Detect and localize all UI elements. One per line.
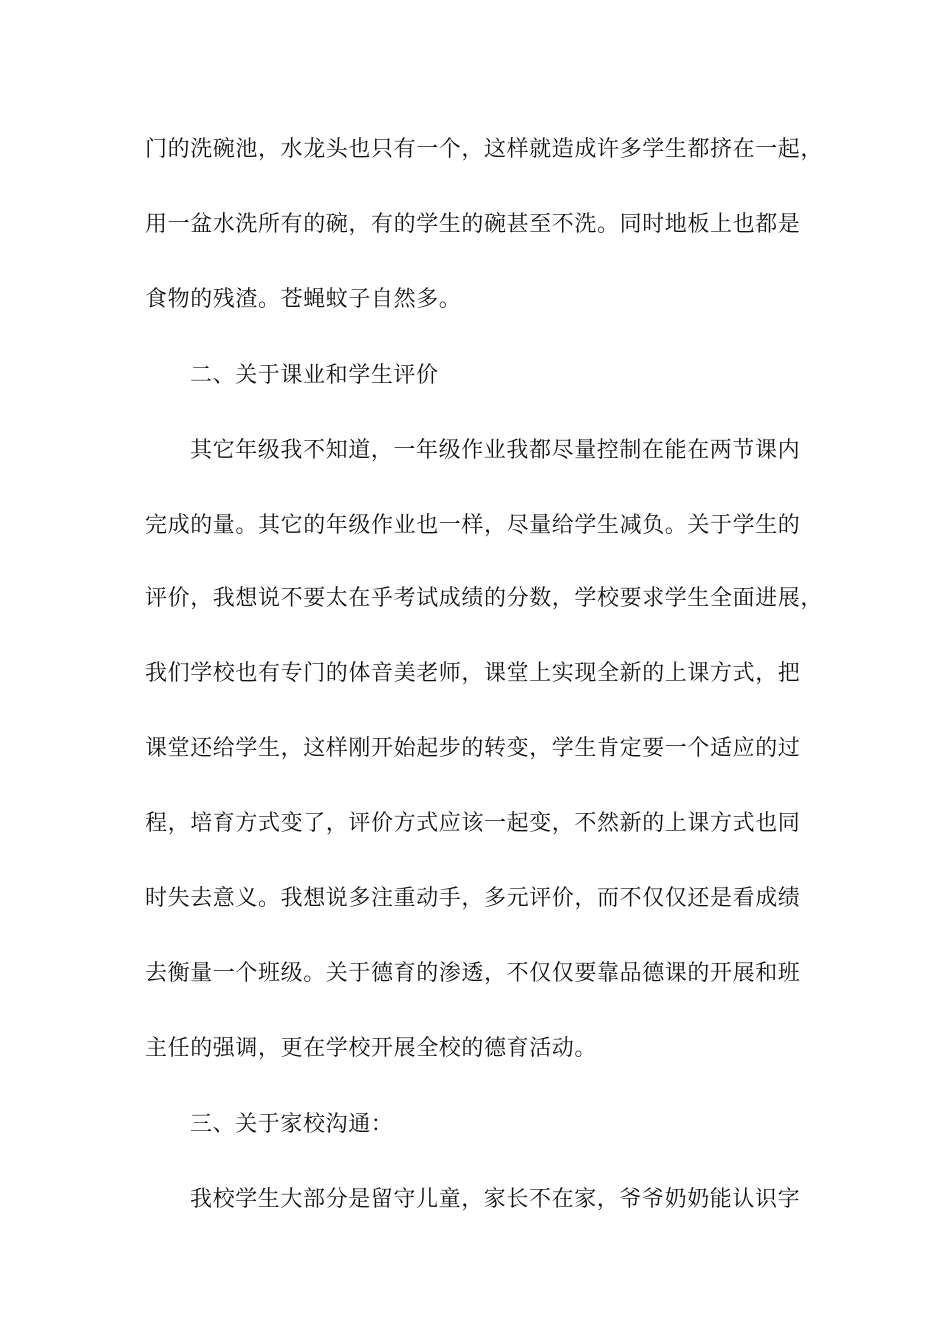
paragraph-line: 程，培育方式变了，评价方式应该一起变，不然新的上课方式也同	[145, 811, 801, 836]
paragraph-line: 我校学生大部分是留守儿童，家长不在家，爷爷奶奶能认识字	[190, 1187, 801, 1212]
paragraph-line: 用一盆水洗所有的碗，有的学生的碗甚至不洗。同时地板上也都是	[145, 212, 801, 237]
paragraph-line: 去衡量一个班级。关于德育的渗透，不仅仅要靠品德课的开展和班	[145, 961, 801, 986]
section-heading: 三、关于家校沟通：	[190, 1112, 394, 1137]
section-heading: 二、关于课业和学生评价	[190, 363, 439, 388]
paragraph-line: 门的洗碗池，水龙头也只有一个，这样就造成许多学生都挤在一起，	[145, 137, 824, 162]
paragraph-line: 完成的量。其它的年级作业也一样，尽量给学生减负。关于学生的	[145, 513, 801, 538]
paragraph-line: 食物的残渣。苍蝇蚊子自然多。	[145, 287, 462, 312]
paragraph-line: 我们学校也有专门的体音美老师，课堂上实现全新的上课方式，把	[145, 661, 801, 686]
paragraph-line: 课堂还给学生，这样刚开始起步的转变，学生肯定要一个适应的过	[145, 736, 801, 761]
paragraph-line: 主任的强调，更在学校开展全校的德育活动。	[145, 1036, 598, 1061]
paragraph-line: 评价，我想说不要太在乎考试成绩的分数，学校要求学生全面进展，	[145, 586, 824, 611]
paragraph-line: 时失去意义。我想说多注重动手，多元评价，而不仅仅还是看成绩	[145, 886, 801, 911]
paragraph-line: 其它年级我不知道，一年级作业我都尽量控制在能在两节课内	[190, 438, 801, 463]
